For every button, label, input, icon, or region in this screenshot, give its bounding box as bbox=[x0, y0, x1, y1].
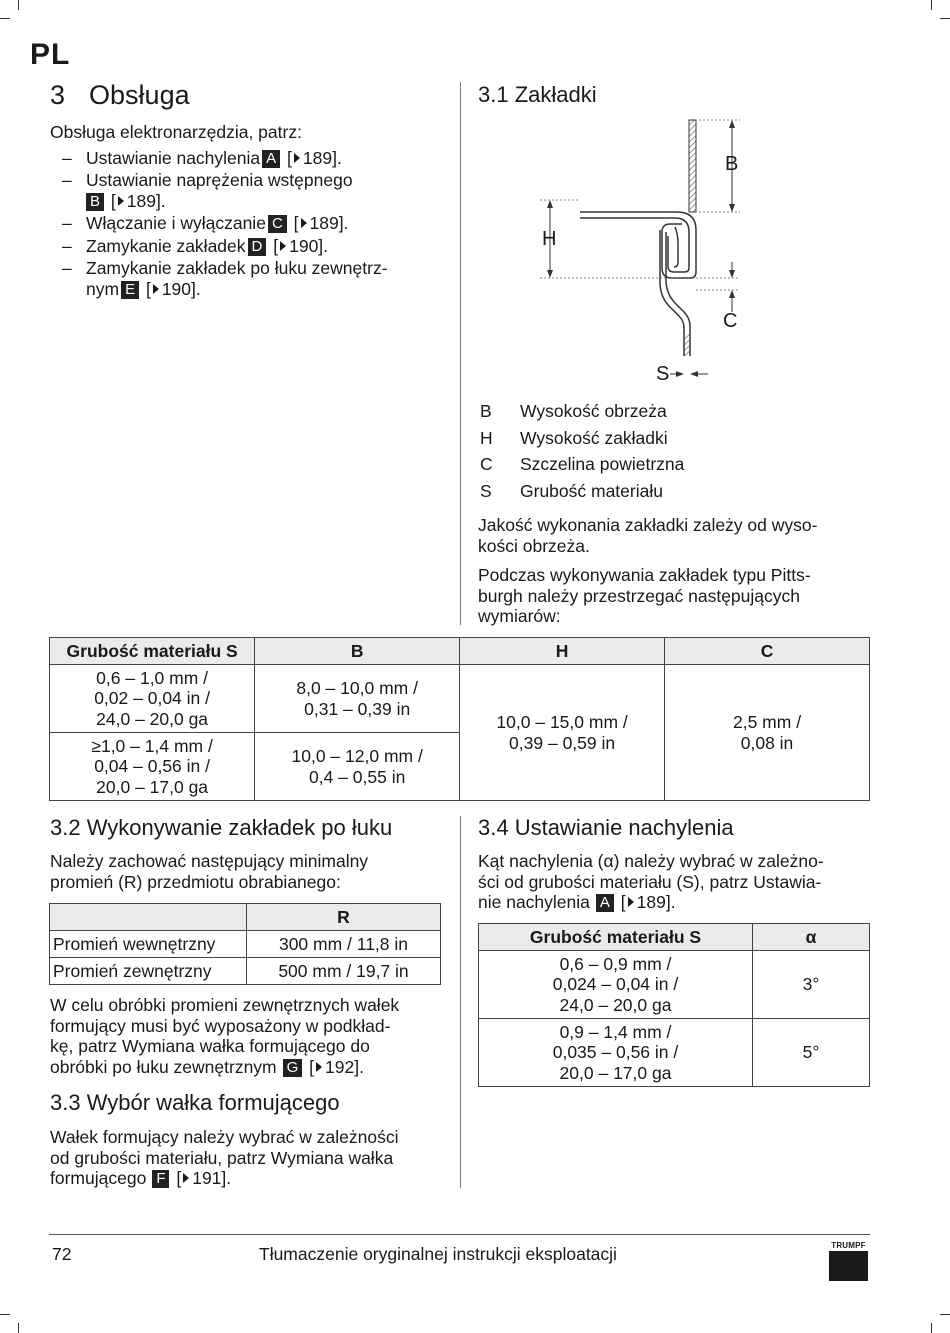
table-row bbox=[50, 665, 870, 733]
table-cell: 0,6 – 1,0 mm / 0,02 – 0,04 in / 24,0 – 20,0 ga bbox=[50, 665, 255, 733]
section-3-2-intro: Należy zachować następujący minimalny promień (R) przedmiotu obrabianego: bbox=[50, 851, 369, 892]
page-ref[interactable]: 189]. bbox=[302, 147, 342, 168]
page-ref[interactable]: 190]. bbox=[289, 235, 329, 256]
language-code: PL bbox=[30, 38, 71, 71]
table-cell: Promień wewnętrzny bbox=[50, 931, 247, 958]
col-header bbox=[50, 904, 247, 931]
table-cell: 10,0 – 15,0 mm / 0,39 – 0,59 in bbox=[460, 665, 665, 801]
list-item: – Zamykanie zakładek po łuku zewnętrz- nym E [ 190]. bbox=[62, 258, 388, 299]
page-ref[interactable]: 189]. bbox=[126, 190, 166, 211]
crop-mark bbox=[0, 1314, 10, 1315]
seam-diagram bbox=[470, 112, 770, 387]
arrow-right-icon bbox=[153, 284, 159, 294]
intro-text: Obsługa elektronarzędzia, patrz: bbox=[50, 122, 302, 142]
dimensions-table bbox=[49, 637, 870, 801]
section-3-3-text: Wałek formujący należy wybrać w zależności od grubości materiału, patrz Wymiana wałka formującego F [ 191]. bbox=[50, 1127, 399, 1188]
footer-text: Tłumaczenie oryginalnej instrukcji eksploatacji bbox=[259, 1244, 617, 1264]
section-3-body bbox=[50, 122, 450, 299]
table-cell: 5° bbox=[753, 1019, 870, 1087]
trumpf-logo bbox=[829, 1241, 868, 1281]
table-cell: 2,5 mm / 0,08 in bbox=[665, 665, 870, 801]
table-cell: 0,9 – 1,4 mm / 0,035 – 0,56 in / 20,0 – 17,0 ga bbox=[479, 1019, 753, 1087]
list-item: – Włączanie i wyłączanie C [ 189]. bbox=[62, 213, 349, 233]
table-cell: 300 mm / 11,8 in bbox=[247, 931, 441, 958]
arrow-right-icon bbox=[294, 153, 300, 163]
section-3-2-text: W celu obróbki promieni zewnętrznych wałek formujący musi być wyposażony w podkład- kę, patrz Wymiana wałka formującego do obróbki po łuku zewnętrznym G [ 192]. bbox=[50, 995, 400, 1077]
crop-mark bbox=[931, 0, 932, 10]
section-3-1-heading: 3.1 Zakładki bbox=[478, 82, 597, 107]
footer-rule bbox=[49, 1234, 870, 1235]
radius-table bbox=[49, 903, 441, 985]
col-header: H bbox=[460, 638, 665, 665]
col-header: B bbox=[255, 638, 460, 665]
logo-text: TRUMPF bbox=[831, 1241, 866, 1250]
legend-row: C Szczelina powietrzna bbox=[480, 454, 685, 474]
page-ref[interactable]: 189]. bbox=[309, 213, 349, 233]
crop-mark bbox=[931, 1323, 932, 1333]
crop-mark bbox=[0, 18, 10, 19]
arrow-right-icon bbox=[280, 241, 286, 251]
section-3-4-text: Kąt nachylenia (α) należy wybrać w zależno- ści od grubości materiału (S), patrz Ustawia- nie nachylenia A [ 189]. bbox=[478, 851, 824, 912]
table-row bbox=[50, 958, 441, 985]
label-s: S bbox=[656, 363, 670, 385]
section-3-heading bbox=[50, 80, 190, 111]
label-h: H bbox=[542, 228, 557, 250]
col-header: Grubość materiału S bbox=[479, 924, 753, 951]
ref-box: B bbox=[86, 193, 104, 211]
flange bbox=[689, 120, 696, 212]
table-row bbox=[479, 951, 870, 1019]
table-row bbox=[50, 931, 441, 958]
page-ref[interactable]: 192]. bbox=[325, 1056, 364, 1077]
page-ref[interactable]: 189]. bbox=[636, 892, 676, 912]
crop-mark bbox=[18, 0, 19, 10]
ref-box: G bbox=[283, 1059, 303, 1077]
col-header: C bbox=[665, 638, 870, 665]
ref-box: A bbox=[596, 894, 614, 912]
diagram-legend bbox=[480, 398, 684, 504]
legend-row: H Wysokość zakładki bbox=[480, 427, 668, 448]
crop-mark bbox=[18, 1323, 19, 1333]
section-3-4-heading: 3.4 Ustawianie nachylenia bbox=[478, 815, 734, 840]
page-ref[interactable]: 190]. bbox=[161, 278, 201, 299]
table-cell: 10,0 – 12,0 mm / 0,4 – 0,55 in bbox=[255, 733, 460, 801]
section-3-1-text: Jakość wykonania zakładki zależy od wyso- kości obrzeża. Podczas wykonywania zakładek typu Pitts- burgh należy przestrzegać następujących wymiarów: bbox=[478, 515, 818, 626]
table-cell: Promień zewnętrzny bbox=[50, 958, 247, 985]
legend-row: B Wysokość obrzeża bbox=[480, 401, 667, 421]
col-header: Grubość materiału S bbox=[50, 638, 255, 665]
ref-box: C bbox=[268, 215, 287, 233]
section-title: Obsługa bbox=[89, 80, 190, 110]
column-divider bbox=[460, 82, 461, 625]
label-c: C bbox=[723, 310, 738, 332]
ref-box: E bbox=[121, 281, 139, 299]
table-cell: 8,0 – 10,0 mm / 0,31 – 0,39 in bbox=[255, 665, 460, 733]
legend-row: S Grubość materiału bbox=[480, 480, 663, 501]
page-number: 72 bbox=[52, 1244, 72, 1264]
arrow-right-icon bbox=[301, 218, 307, 228]
arrow-right-icon bbox=[183, 1173, 189, 1183]
list-item: – Zamykanie zakładek D [ 190]. bbox=[62, 235, 329, 256]
ref-box: A bbox=[262, 150, 280, 168]
col-header: R bbox=[247, 904, 441, 931]
section-number: 3 bbox=[50, 80, 66, 110]
arrow-right-icon bbox=[118, 196, 124, 206]
page-ref[interactable]: 191]. bbox=[192, 1168, 232, 1188]
list-item: – Ustawianie naprężenia wstępnego B [ 189]. bbox=[62, 170, 353, 211]
table-cell: 0,6 – 0,9 mm / 0,024 – 0,04 in / 24,0 – 20,0 ga bbox=[479, 951, 753, 1019]
inclination-table bbox=[478, 923, 870, 1087]
crop-mark bbox=[940, 1314, 950, 1315]
col-header: α bbox=[753, 924, 870, 951]
table-row bbox=[479, 1019, 870, 1087]
table-cell: ≥1,0 – 1,4 mm / 0,04 – 0,56 in / 20,0 – 17,0 ga bbox=[50, 733, 255, 801]
ref-box: D bbox=[248, 238, 267, 256]
table-cell: 500 mm / 19,7 in bbox=[247, 958, 441, 985]
ref-box: F bbox=[152, 1170, 169, 1188]
table-cell: 3° bbox=[753, 951, 870, 1019]
arrow-right-icon bbox=[316, 1062, 322, 1072]
column-divider bbox=[460, 816, 461, 1188]
arrow-right-icon bbox=[628, 897, 634, 907]
section-3-2-heading: 3.2 Wykonywanie zakładek po łuku bbox=[50, 815, 393, 840]
label-b: B bbox=[725, 153, 739, 175]
section-3-3-heading: 3.3 Wybór wałka formującego bbox=[50, 1090, 340, 1115]
list-item: – Ustawianie nachylenia A [ 189]. bbox=[62, 147, 342, 168]
logo-block bbox=[829, 1251, 868, 1281]
crop-mark bbox=[940, 18, 950, 19]
